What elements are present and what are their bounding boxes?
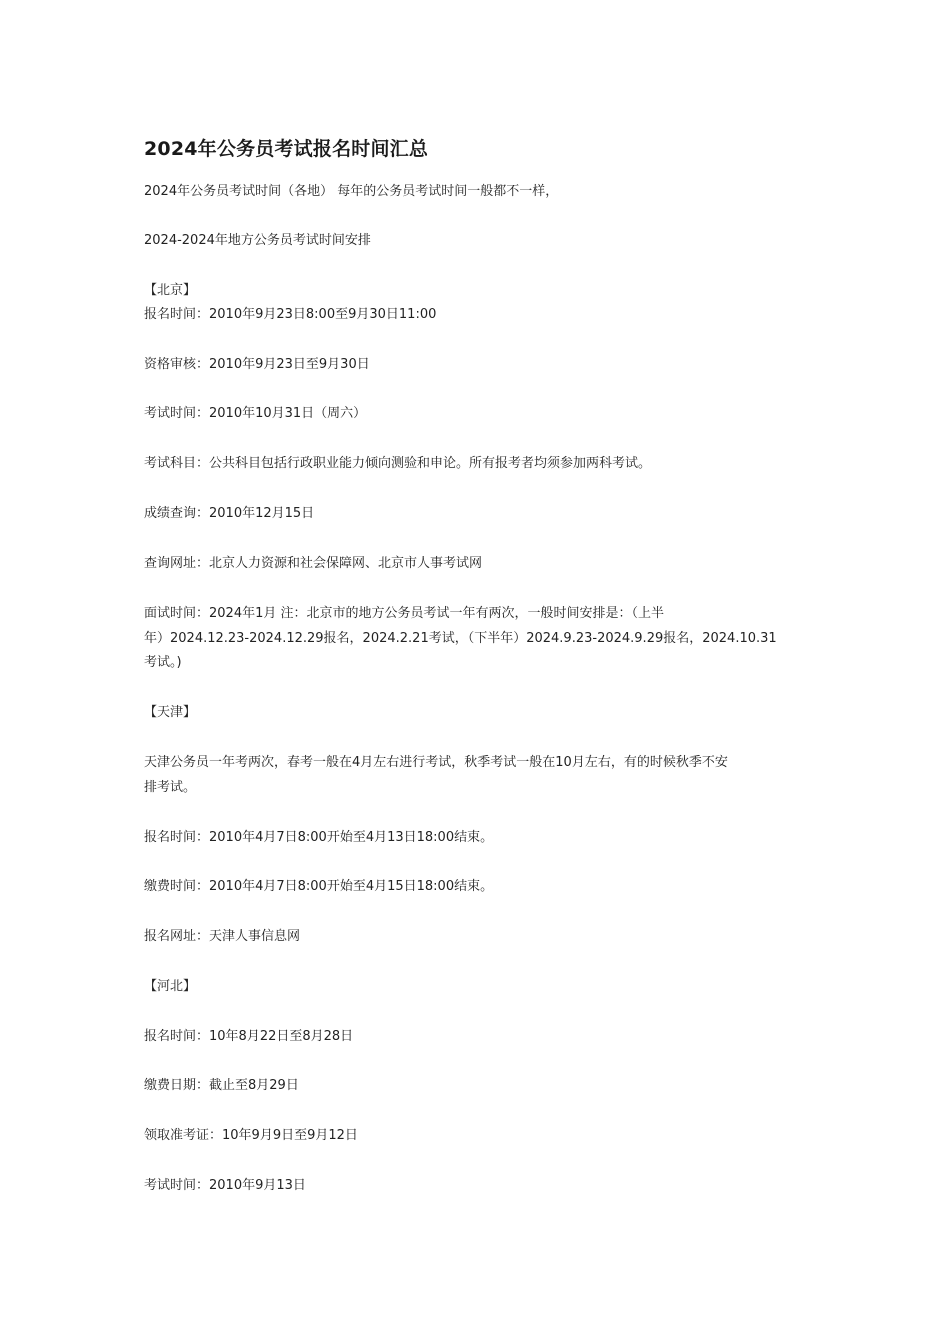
hebei-exam-time: 考试时间：2010年9月13日 — [144, 1178, 306, 1193]
tianjin-description-line-2: 排考试。 — [144, 780, 197, 795]
hebei-heading: 【河北】 — [144, 979, 197, 994]
tianjin-description-line-1: 天津公务员一年考两次，春考一般在4月左右进行考试，秋季考试一般在10月左右，有的时候秋季不安 — [144, 755, 728, 770]
beijing-interview-line-2: 年）2024.12.23-2024.12.29报名，2024.2.21考试，（下半年）2024.9.23-2024.9.29报名，2024.10.31 — [144, 631, 777, 646]
beijing-interview-line-3: 考试。) — [144, 655, 182, 670]
schedule-subtitle: 2024-2024年地方公务员考试时间安排 — [144, 233, 371, 248]
beijing-exam-time: 考试时间：2010年10月31日（周六） — [144, 406, 367, 421]
tianjin-payment: 缴费时间：2010年4月7日8:00开始至4月15日18:00结束。 — [144, 879, 494, 894]
beijing-subjects: 考试科目：公共科目包括行政职业能力倾向测验和申论。所有报考者均须参加两科考试。 — [144, 456, 652, 471]
tianjin-site: 报名网址：天津人事信息网 — [144, 929, 301, 944]
beijing-registration: 报名时间：2010年9月23日8:00至9月30日11:00 — [144, 307, 437, 322]
intro-paragraph: 2024年公务员考试时间（各地） 每年的公务员考试时间一般都不一样， — [144, 184, 559, 199]
beijing-results: 成绩查询：2010年12月15日 — [144, 506, 315, 521]
beijing-interview-line-1: 面试时间：2024年1月 注：北京市的地方公务员考试一年有两次，一般时间安排是：（上半 — [144, 606, 664, 621]
document-title: 2024年公务员考试报名时间汇总 — [144, 138, 429, 160]
hebei-admission-ticket: 领取准考证：10年9月9日至9月12日 — [144, 1128, 358, 1143]
beijing-review: 资格审核：2010年9月23日至9月30日 — [144, 357, 370, 372]
beijing-query-site: 查询网址：北京人力资源和社会保障网、北京市人事考试网 — [144, 556, 483, 571]
hebei-registration: 报名时间：10年8月22日至8月28日 — [144, 1029, 354, 1044]
beijing-heading: 【北京】 — [144, 283, 197, 298]
tianjin-heading: 【天津】 — [144, 705, 197, 720]
tianjin-registration: 报名时间：2010年4月7日8:00开始至4月13日18:00结束。 — [144, 830, 494, 845]
hebei-payment: 缴费日期：截止至8月29日 — [144, 1078, 299, 1093]
